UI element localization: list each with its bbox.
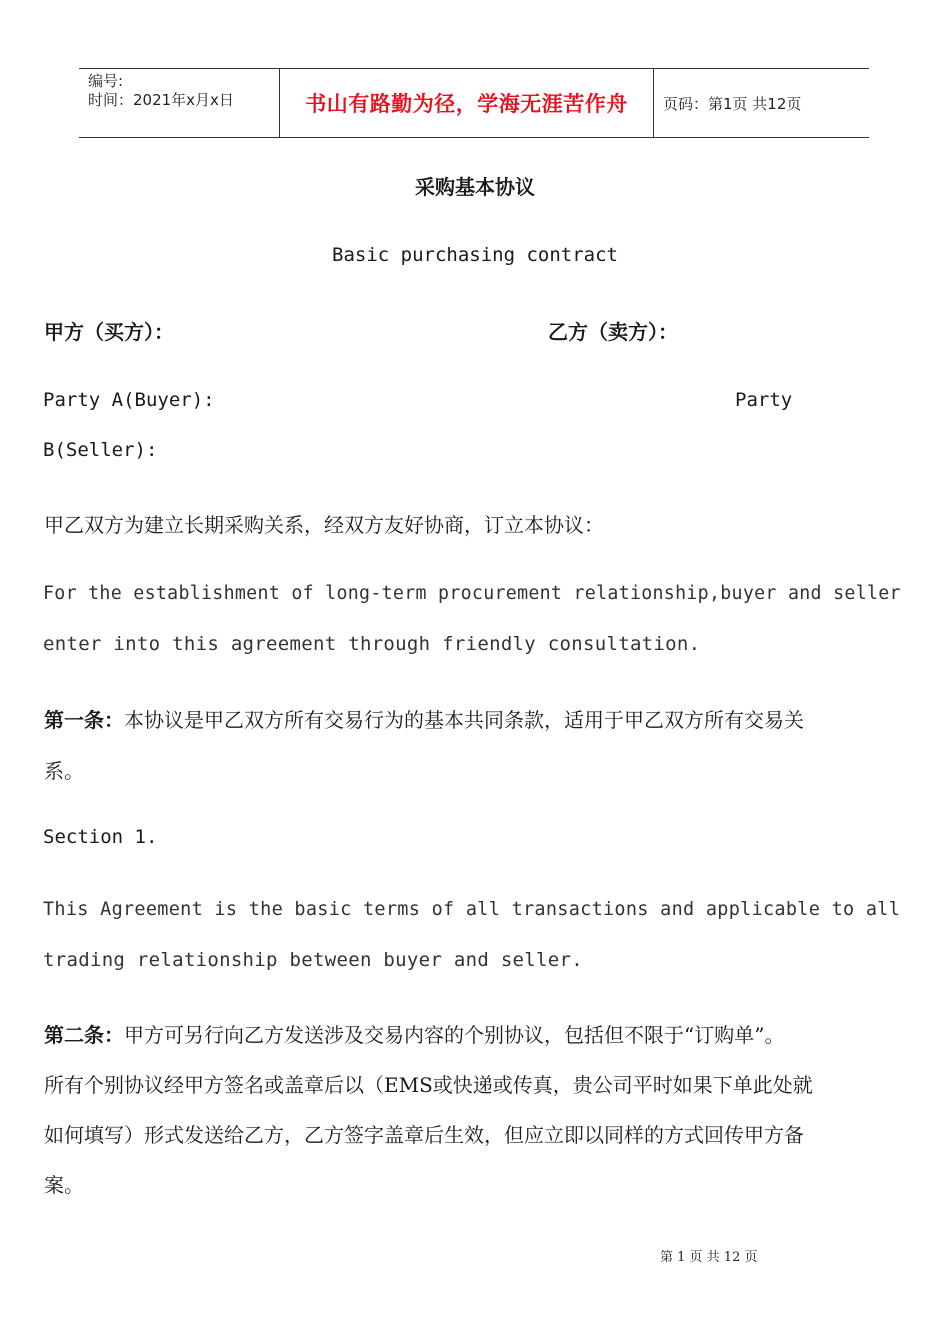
section2-label: 第二条： (44, 1023, 124, 1047)
document-title-en: Basic purchasing contract (332, 244, 618, 266)
section2-cn-line2: 所有个别协议经甲方签名或盖章后以（EMS或快递或传真，贵公司平时如果下单此处就 (44, 1073, 813, 1097)
section1-text-line1: 本协议是甲乙双方所有交易行为的基本共同条款，适用于甲乙双方所有交易关 (124, 708, 804, 732)
preamble-en-line2: enter into this agreement through friendly consultation. (43, 633, 701, 655)
time-label: 时间：2021年x月x日 (88, 91, 234, 109)
header-meta-cell (79, 69, 280, 137)
party-a-en: Party A(Buyer): (43, 389, 215, 411)
section2-text-line1: 甲方可另行向乙方发送涉及交易内容的个别协议，包括但不限于“订购单”。 (124, 1023, 785, 1047)
header-table (79, 68, 869, 138)
serial-number-label: 编号: (88, 72, 124, 90)
section1-en-line2: trading relationship between buyer and seller. (43, 949, 583, 971)
section2-cn-line1 (44, 1019, 784, 1048)
party-b-en-part1: Party (735, 389, 793, 411)
preamble-cn: 甲乙双方为建立长期采购关系，经双方友好协商，订立本协议： (44, 513, 604, 537)
section1-en-line1: This Agreement is the basic terms of all transactions and applicable to all (43, 899, 901, 920)
section1-label: 第一条： (44, 708, 124, 732)
section2-cn-line4: 案。 (44, 1173, 84, 1197)
page-footer: 第 1 页 共 12 页 (660, 1250, 758, 1265)
party-a-cn: 甲方（买方）： (44, 320, 174, 344)
party-b-en-part2: B(Seller): (43, 439, 158, 461)
section1-cn-line2: 系。 (44, 759, 84, 783)
section1-cn-line1 (44, 704, 804, 733)
document-title-cn: 采购基本协议 (415, 175, 535, 199)
party-b-cn: 乙方（卖方）： (548, 320, 678, 344)
preamble-en-line1: For the establishment of long-term procurement relationship,buyer and seller (43, 583, 901, 604)
header-motto: 书山有路勤为径，学海无涯苦作舟 (280, 69, 654, 137)
section2-cn-line3: 如何填写）形式发送给乙方，乙方签字盖章后生效，但应立即以同样的方式回传甲方备 (44, 1123, 804, 1147)
section1-heading-en: Section 1. (43, 826, 158, 848)
header-page-info: 页码：第1页 共12页 (663, 94, 802, 113)
